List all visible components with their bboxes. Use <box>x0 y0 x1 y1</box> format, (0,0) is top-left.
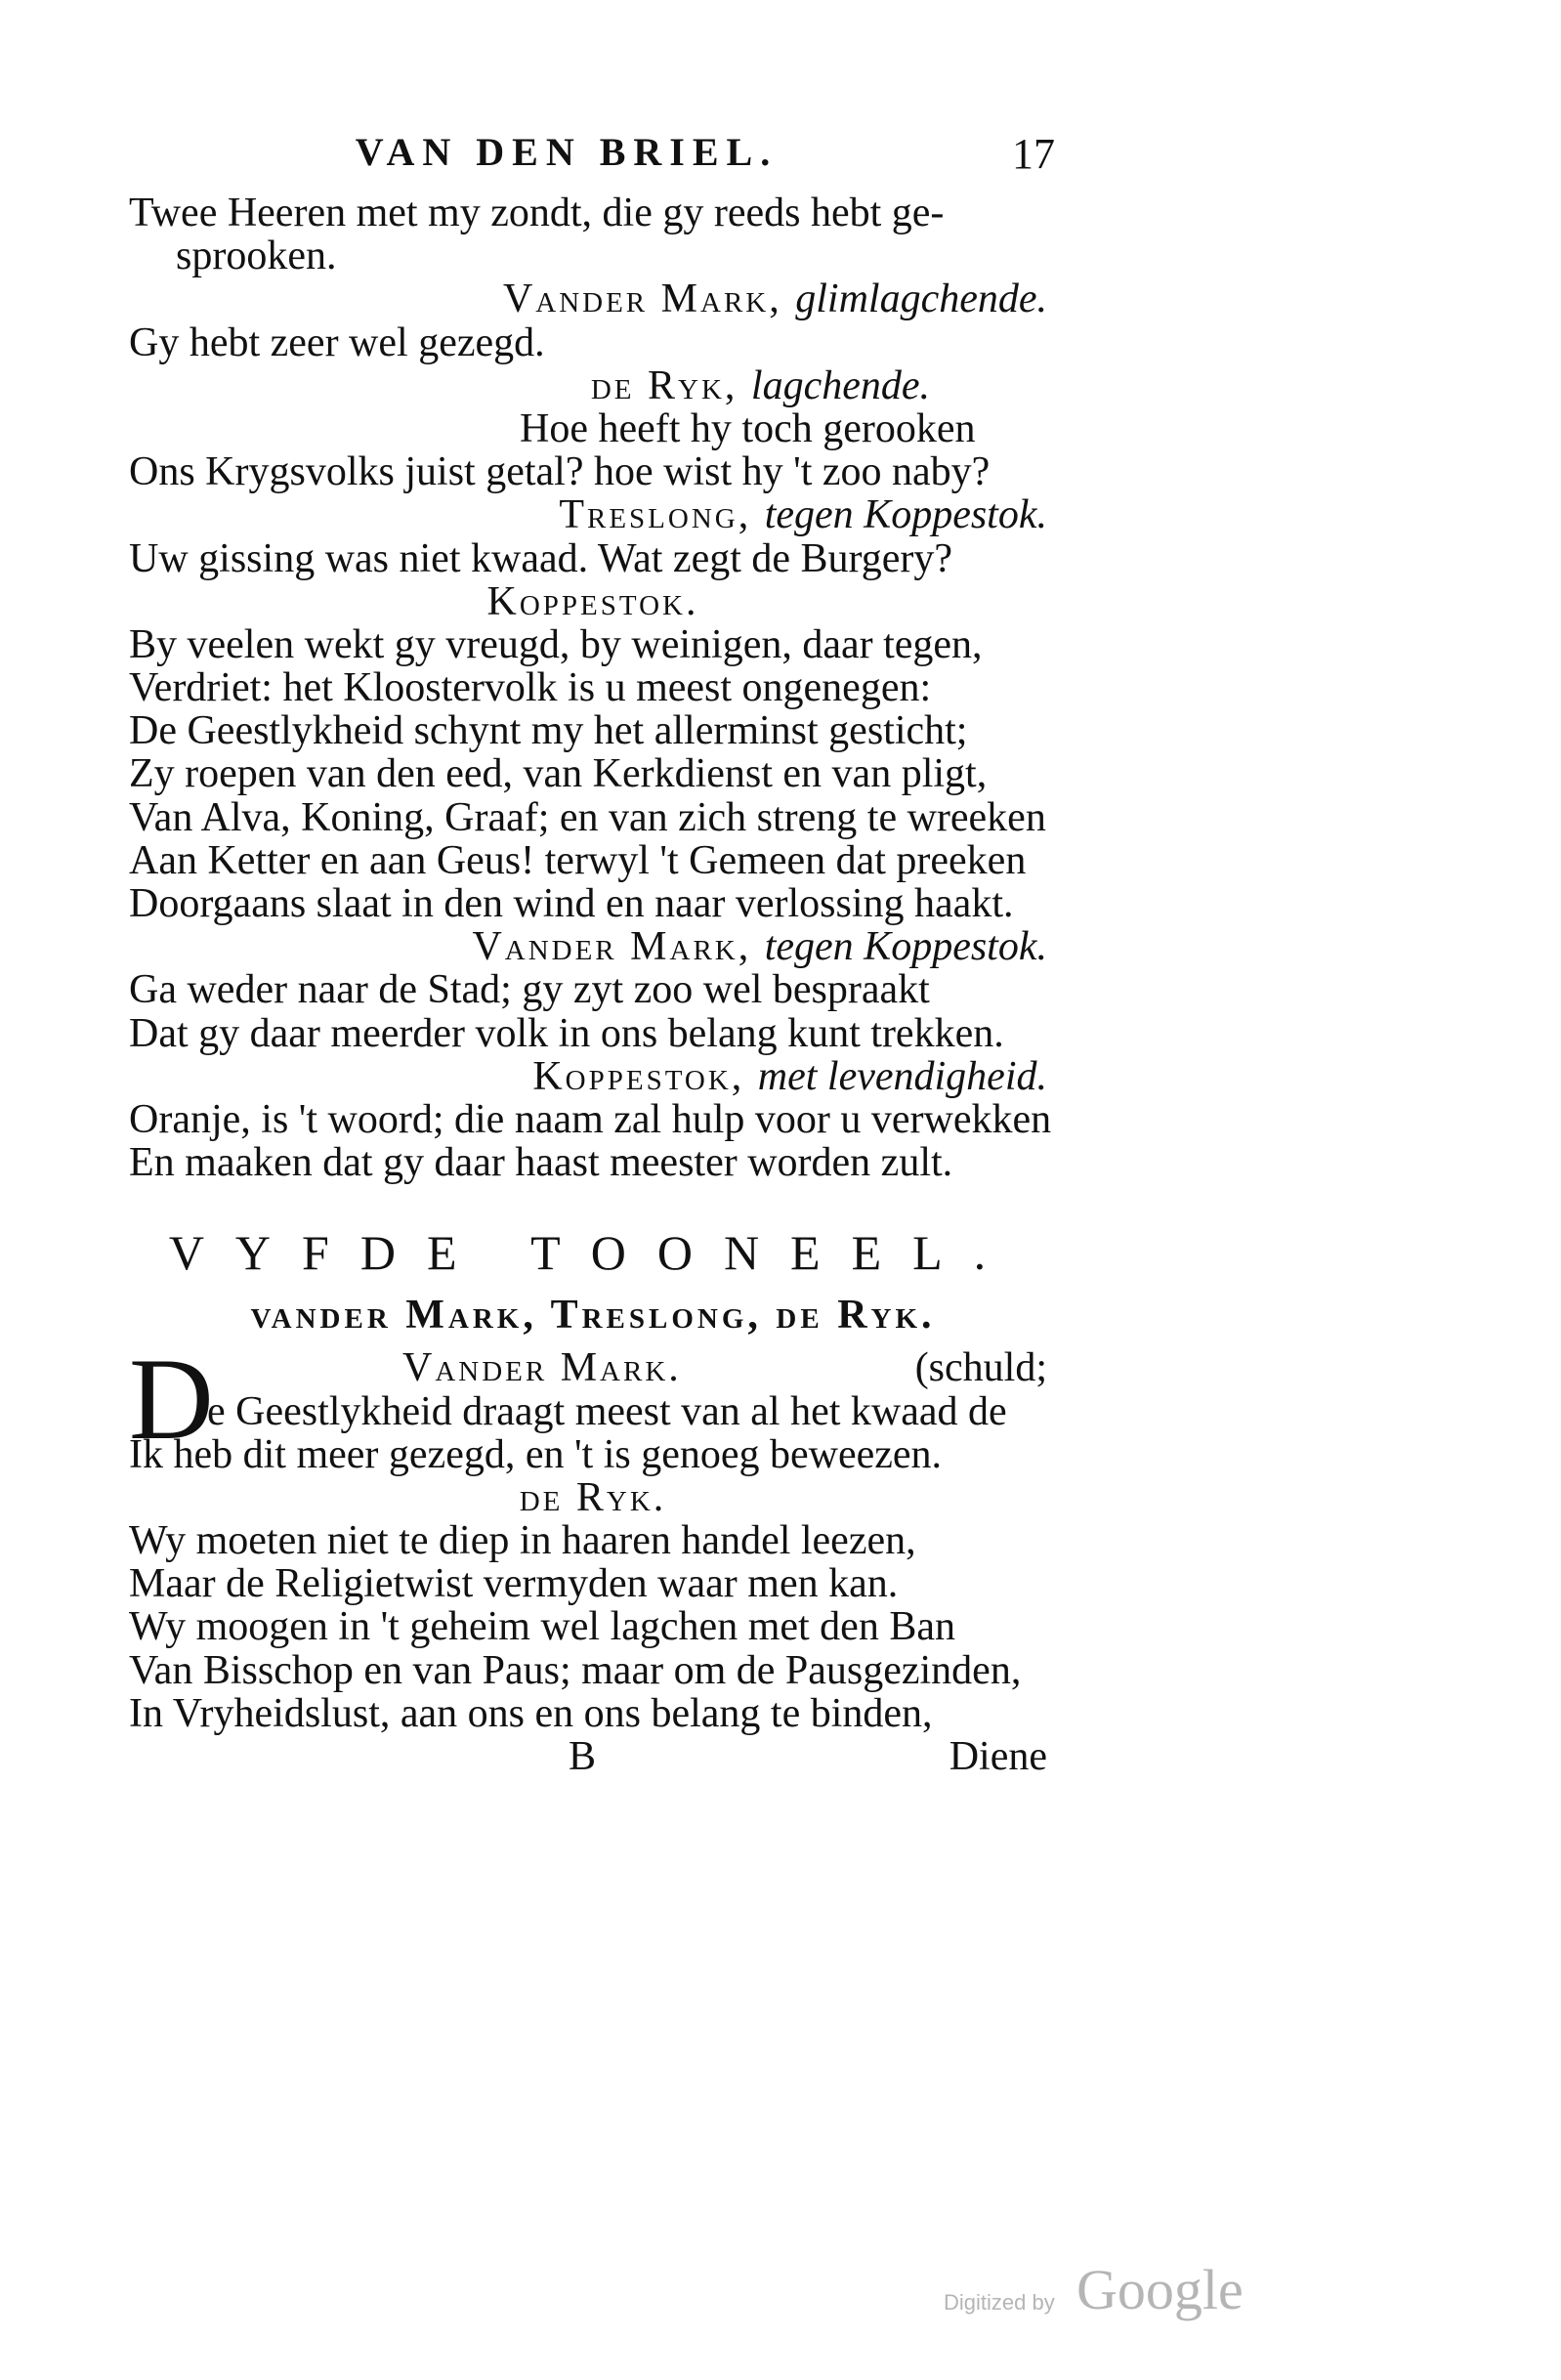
digitization-watermark <box>944 2257 1276 2325</box>
verse-line: Twee Heeren met my zondt, die gy reeds hebt ge- <box>129 191 945 235</box>
speaker-heading <box>129 1476 1057 1519</box>
signature-mark: B <box>569 1734 597 1779</box>
verse-line: Dat gy daar meerder volk in ons belang kunt trekken. <box>129 1011 1004 1055</box>
verse-line: Maar de Religietwist vermyden waar men kan. <box>129 1562 899 1606</box>
verse-line: Uw gissing was niet kwaad. Wat zegt de Burgery? <box>129 536 953 580</box>
verse-line: Ik heb dit meer gezegd, en 't is genoeg beweezen. <box>129 1432 943 1476</box>
page-footer <box>129 1735 1057 1778</box>
catchword: Diene <box>949 1734 1047 1779</box>
verse-line: Ons Krygsvolks juist getal? hoe wist hy 't zoo naby? <box>129 450 991 494</box>
speaker-name: de Ryk, <box>590 363 738 407</box>
speaker-name: Vander Mark, <box>502 277 782 321</box>
stage-direction: glimlagchende. <box>795 277 1047 321</box>
watermark-prefix: Digitized by <box>944 2290 1055 2315</box>
drop-capital: D <box>129 1334 214 1465</box>
verse-line: Gy hebt zeer wel gezegd. <box>129 320 545 364</box>
verse-line: Ga weder naar de Stad; gy zyt zoo wel bespraakt <box>129 968 930 1012</box>
verse-line: Hoe heeft hy toch gerooken <box>520 406 976 451</box>
speaker-name: Treslong, <box>559 493 752 537</box>
verse-line: Doorgaans slaat in den wind en naar verlossing haakt. <box>129 882 1014 926</box>
speaker-heading <box>129 925 1057 968</box>
speaker-heading <box>129 1346 1057 1389</box>
verse-line: e Geestlykheid draagt meest van al het kwaad de <box>207 1389 1007 1433</box>
verse-line: By veelen wekt gy vreugd, by weinigen, daar tegen, <box>129 622 983 667</box>
verse-line: Verdriet: het Kloostervolk is u meest ongenegen: <box>129 666 932 710</box>
speaker-heading <box>129 493 1057 536</box>
speaker-name: Vander Mark. <box>402 1346 682 1390</box>
google-logo: Google <box>1076 2258 1244 2321</box>
verse-line: Wy moogen in 't geheim wel lagchen met den Ban <box>129 1605 955 1649</box>
verse-line: sprooken. <box>176 234 337 278</box>
verse-line: Van Bisschop en van Paus; maar om de Pausgezinden, <box>129 1648 1022 1692</box>
verse-line: Wy moeten niet te diep in haaren handel leezen, <box>129 1519 916 1563</box>
speaker-name: de Ryk. <box>519 1475 667 1520</box>
scene-spacer <box>129 1184 1057 1221</box>
verse-line: Oranje, is 't woord; die naam zal hulp voor u verwekken <box>129 1097 1052 1142</box>
speaker-heading <box>129 1055 1057 1098</box>
verse-line: Van Alva, Koning, Graaf; en van zich streng te wreeken <box>129 795 1046 839</box>
scene-cast: vander Mark, Treslong, de Ryk. <box>250 1293 936 1339</box>
verse-line: En maaken dat gy daar haast meester worden zult. <box>129 1141 953 1185</box>
stage-direction: tegen Koppestok. <box>764 493 1047 537</box>
verse-line: In Vryheidslust, aan ons en ons belang te binden, <box>129 1691 933 1735</box>
verse-line: Zy roepen van den eed, van Kerkdienst en van pligt, <box>129 752 988 796</box>
play-text <box>129 191 1057 1778</box>
page-number: 17 <box>1012 130 1055 178</box>
scene-title: VYFDE TOONEEL. <box>168 1225 1018 1281</box>
page-header <box>117 129 1055 188</box>
stage-direction: met levendigheid. <box>757 1054 1047 1098</box>
running-head: VAN DEN BRIEL. <box>355 130 779 174</box>
speaker-heading <box>129 364 1057 407</box>
speaker-name: Koppestok, <box>532 1054 745 1098</box>
speaker-heading <box>129 580 1057 623</box>
speaker-name: Koppestok. <box>486 579 699 623</box>
turnover-text: (schuld; <box>914 1346 1047 1390</box>
speaker-name: Vander Mark, <box>472 925 752 969</box>
verse-line: Aan Ketter en aan Geus! terwyl 't Gemeen dat preeken <box>129 838 1027 882</box>
stage-direction: tegen Koppestok. <box>764 925 1047 969</box>
speaker-heading <box>129 277 1057 320</box>
verse-line: De Geestlykheid schynt my het allerminst gesticht; <box>129 709 968 753</box>
stage-direction: lagchende. <box>750 363 930 407</box>
